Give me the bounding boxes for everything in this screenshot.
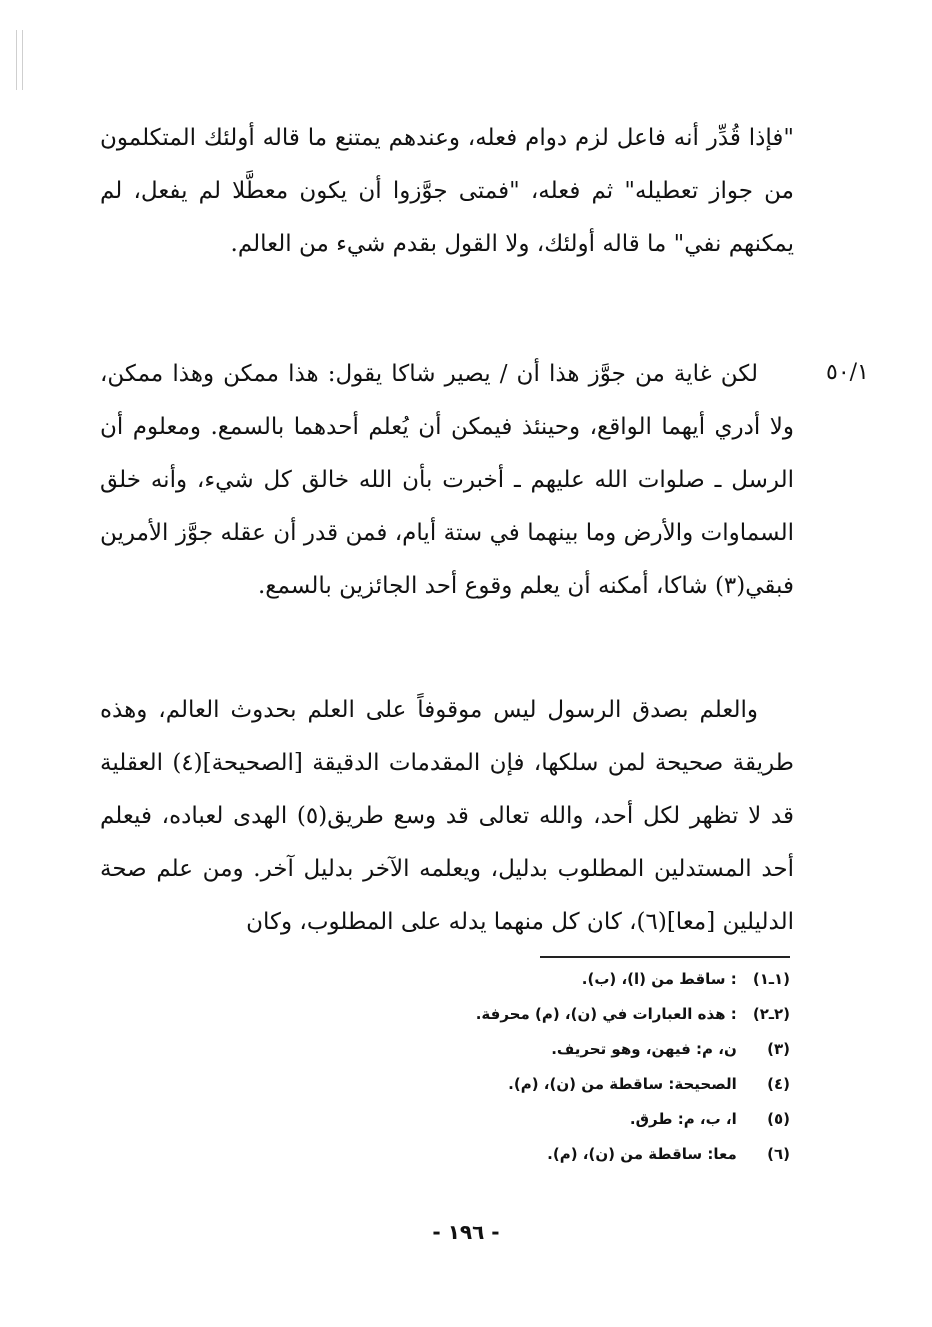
footnote-number: (٤) <box>767 1075 790 1093</box>
footnote <box>300 1032 790 1067</box>
scan-edge-mark <box>16 30 17 90</box>
footnote-number: (٣) <box>767 1040 790 1058</box>
footnote-text: معا: ساقطة من (ن)، (م). <box>547 1145 737 1163</box>
paragraph-2-text: لكن غاية من جوَّز هذا أن / يصير شاكا يقول: هذا ممكن وهذا ممكن، ولا أدري أيهما الواقع، وحينئذ فيمكن أن يُعلم أحدهما بالسمع. ومعلوم أن الرسل ـ صلوات الله عليهم ـ أخبرت بأن الله خالق كل شيء، وأنه خلق السماوات والأرض وما بينهما في ستة أيام، فمن قدر أن عقله جوَّز الأمرين فبقي(٣) شاكا، أمكنه أن يعلم وقوع أحد الجائزين بالسمع. <box>100 361 794 599</box>
footnote-text: الصحيحة: ساقطة من (ن)، (م). <box>508 1075 737 1093</box>
footnote-number: (٢ـ٢) <box>752 1005 790 1023</box>
footnote <box>300 1137 790 1172</box>
footnote-text: ن، م: فيهن، وهو تحريف. <box>551 1040 737 1058</box>
footnote-number: (١ـ١) <box>752 970 790 988</box>
scan-edge-mark <box>22 30 23 90</box>
footnote-text: : هذه العبارات في (ن)، (م) محرفة. <box>475 1005 737 1023</box>
paragraph-3 <box>100 684 794 949</box>
footnote <box>300 997 790 1032</box>
page-number: - ١٩٦ - <box>432 1220 500 1244</box>
footnotes <box>300 962 790 1172</box>
paragraph-1 <box>100 112 794 271</box>
marginal-reference: ٥٠/١ <box>826 360 869 385</box>
footnote <box>300 962 790 997</box>
footnote-number: (٦) <box>767 1145 790 1163</box>
footnote-separator <box>540 956 790 958</box>
footnote-text: : ساقط من (ا)، (ب). <box>581 970 737 988</box>
footnote <box>300 1102 790 1137</box>
footnote-number: (٥) <box>767 1110 790 1128</box>
paragraph-1-text: "فإذا قُدِّر أنه فاعل لزم دوام فعله، وعندهم يمتنع ما قاله أولئك المتكلمون من جواز تعطيله" ثم فعله، "فمتى جوَّزوا أن يكون معطَّلا لم يفعل، لم يمكنهم نفي" ما قاله أولئك، ولا القول بقدم شيء من العالم. <box>100 125 794 257</box>
footnote-text: ا، ب، م: طرق. <box>629 1110 737 1128</box>
paragraph-3-text: والعلم بصدق الرسول ليس موقوفاً على العلم بحدوث العالم، وهذه طريقة صحيحة لمن سلكها، فإن المقدمات الدقيقة [الصحيحة](٤) العقلية قد لا تظهر لكل أحد، والله تعالى قد وسع طريق(٥) الهدى لعباده، فيعلم أحد المستدلين المطلوب بدليل، ويعلمه الآخر بدليل آخر. ومن علم صحة الدليلين [معا](٦)، كان كل منهما يدله على المطلوب، وكان <box>100 697 795 935</box>
footnote <box>300 1067 790 1102</box>
paragraph-2 <box>100 348 794 613</box>
